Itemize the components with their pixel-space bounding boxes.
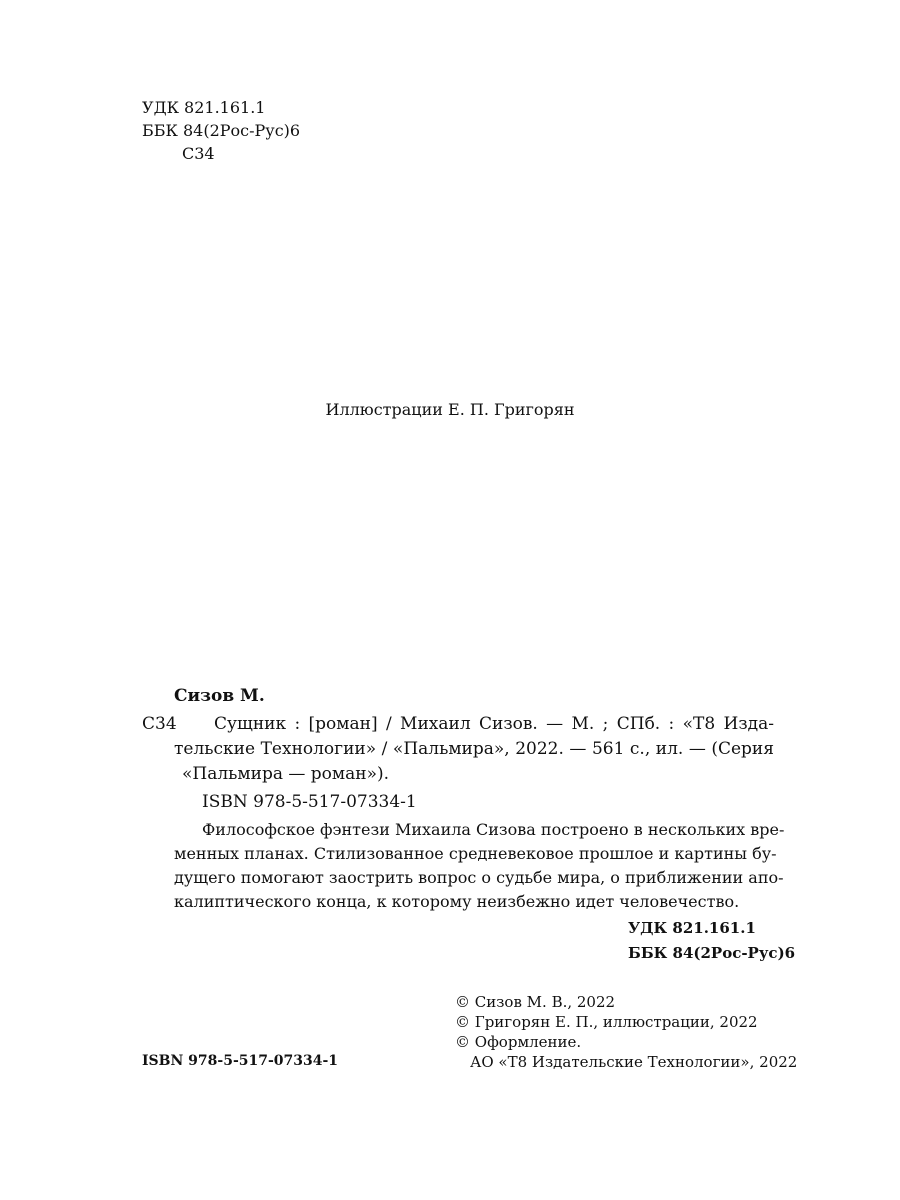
catalog-card-codes <box>628 916 795 966</box>
abstract-line: Философское фэнтези Михаила Сизова построено в нескольких вре- <box>202 820 785 839</box>
footer-isbn: ISBN 978-5-517-07334-1 <box>142 1053 339 1069</box>
abstract-line: дущего помогают заострить вопрос о судьбе мира, о приближении апо- <box>174 868 784 887</box>
copyright-illustrator: © Григорян Е. П., иллюстрации, 2022 <box>455 1013 758 1031</box>
card-udk-code: УДК 821.161.1 <box>628 919 756 937</box>
bib-line: «Пальмира — роман»). <box>182 764 390 784</box>
copyright-block <box>455 992 797 1072</box>
copyright-design-holder: АО «Т8 Издательские Технологии», 2022 <box>470 1053 798 1071</box>
bib-line: Сущник : [роман] / Михаил Сизов. — М. ; СПб. : «Т8 Изда- <box>214 714 774 734</box>
abstract-line: калиптического конца, к которому неизбежно идет человечество. <box>174 892 740 911</box>
bbk-code: ББК 84(2Рос-Рус)6 <box>142 121 301 140</box>
catalog-card-isbn: ISBN 978-5-517-07334-1 <box>202 792 417 812</box>
abstract-line: менных планах. Стилизованное средневековое прошлое и картины бу- <box>174 844 777 863</box>
author-mark: С34 <box>182 144 215 163</box>
copyright-design-label: © Оформление. <box>455 1033 582 1051</box>
catalog-card-abstract <box>174 818 785 914</box>
bib-line: тельские Технологии» / «Пальмира», 2022. — 561 с., ил. — (Серия <box>174 739 774 759</box>
catalog-card-author: Сизов М. <box>174 686 265 706</box>
catalog-card-author-mark: С34 <box>142 714 177 734</box>
catalog-card-bibliographic-description <box>174 712 774 787</box>
card-bbk-code: ББК 84(2Рос-Рус)6 <box>628 944 796 962</box>
header-classification-codes <box>142 96 300 165</box>
illustrations-credit: Иллюстрации Е. П. Григорян <box>325 400 575 419</box>
copyright-author: © Сизов М. В., 2022 <box>455 993 616 1011</box>
udk-code: УДК 821.161.1 <box>142 98 266 117</box>
